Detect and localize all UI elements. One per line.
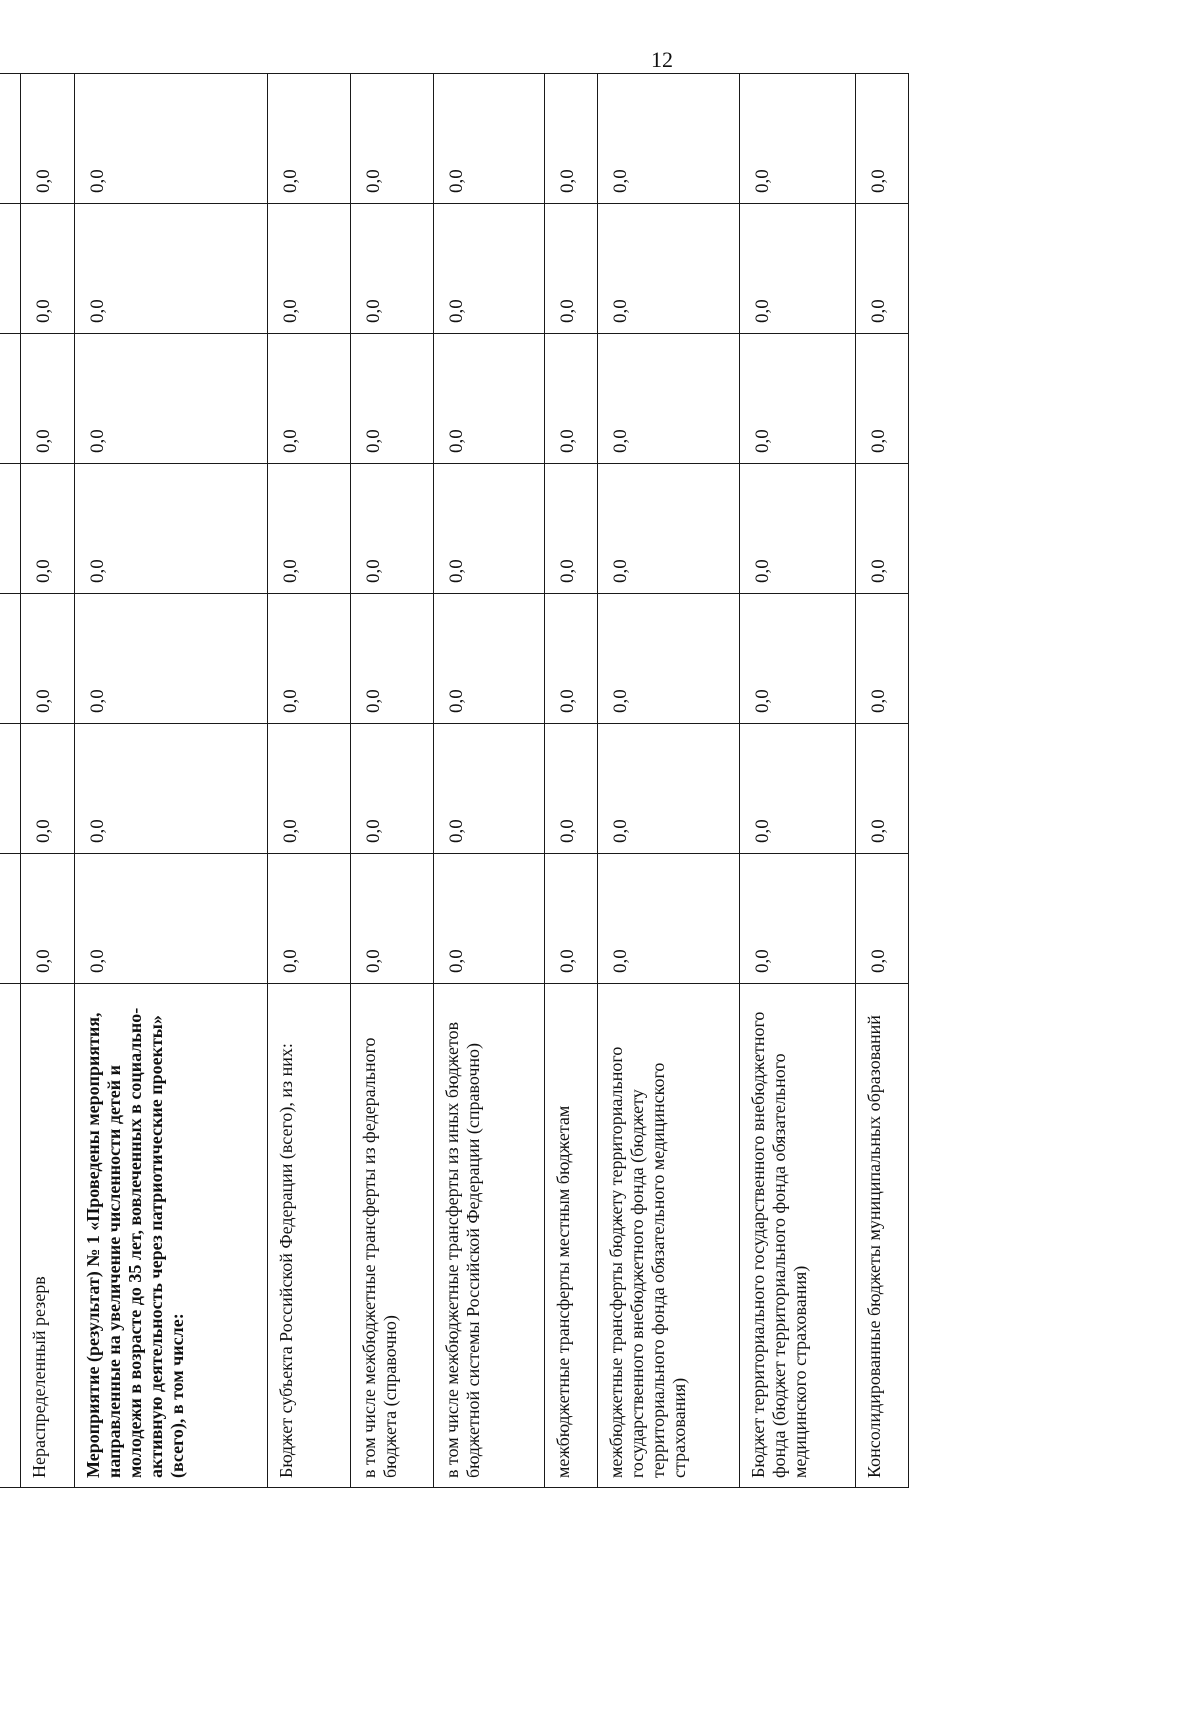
value-cell: 0,0	[434, 594, 545, 724]
row-label: Нераспределенный резерв	[21, 984, 74, 1488]
value-cell: 0,0	[544, 464, 597, 594]
value-cell: 0,0	[855, 854, 908, 984]
value-cell: 0,0	[350, 74, 433, 204]
value-cell: 0,0	[544, 724, 597, 854]
value-cell	[0, 204, 21, 334]
value-cell	[0, 594, 21, 724]
budget-table	[0, 73, 909, 1488]
value-cell: 0,0	[350, 854, 433, 984]
value-cell: 0,0	[267, 854, 350, 984]
table-row	[267, 74, 350, 1488]
row-label: Консолидированные бюджеты муниципальных образований	[855, 984, 908, 1488]
value-cell	[0, 854, 21, 984]
value-cell: 0,0	[544, 204, 597, 334]
value-cell: 0,0	[740, 74, 855, 204]
row-label: Бюджет территориального государственного внебюджетного фонда (бюджет территориального фонда обязательного медицинского страхования)	[740, 984, 855, 1488]
value-cell: 0,0	[598, 74, 740, 204]
value-cell	[0, 724, 21, 854]
value-cell: 0,0	[434, 724, 545, 854]
value-cell: 0,0	[21, 724, 74, 854]
value-cell: 0,0	[21, 854, 74, 984]
value-cell: 0,0	[544, 334, 597, 464]
value-cell: 0,0	[267, 204, 350, 334]
value-cell	[0, 74, 21, 204]
value-cell: 0,0	[21, 334, 74, 464]
value-cell: 0,0	[74, 724, 267, 854]
value-cell: 0,0	[740, 594, 855, 724]
value-cell: 0,0	[855, 594, 908, 724]
value-cell: 0,0	[855, 74, 908, 204]
value-cell: 0,0	[855, 724, 908, 854]
value-cell: 0,0	[267, 74, 350, 204]
table-row	[855, 74, 908, 1488]
value-cell: 0,0	[598, 204, 740, 334]
value-cell: 0,0	[267, 724, 350, 854]
table-row	[21, 74, 74, 1488]
value-cell: 0,0	[21, 464, 74, 594]
value-cell: 0,0	[598, 334, 740, 464]
value-cell: 0,0	[740, 854, 855, 984]
value-cell: 0,0	[598, 724, 740, 854]
value-cell: 0,0	[434, 74, 545, 204]
value-cell: 0,0	[350, 334, 433, 464]
row-label: Бюджет субъекта Российской Федерации (всего), из них:	[267, 984, 350, 1488]
page-number: 12	[651, 47, 673, 72]
value-cell: 0,0	[21, 204, 74, 334]
value-cell: 0,0	[267, 464, 350, 594]
value-cell: 0,0	[350, 204, 433, 334]
value-cell: 0,0	[544, 854, 597, 984]
value-cell	[0, 464, 21, 594]
value-cell: 0,0	[855, 204, 908, 334]
value-cell: 0,0	[267, 594, 350, 724]
value-cell: 0,0	[74, 334, 267, 464]
value-cell: 0,0	[855, 334, 908, 464]
value-cell	[0, 334, 21, 464]
value-cell: 0,0	[598, 464, 740, 594]
value-cell: 0,0	[434, 464, 545, 594]
value-cell: 0,0	[598, 594, 740, 724]
value-cell: 0,0	[434, 854, 545, 984]
value-cell: 0,0	[740, 464, 855, 594]
row-label: в том числе межбюджетные трансферты из федерального бюджета (справочно)	[350, 984, 433, 1488]
row-label	[0, 984, 21, 1488]
value-cell: 0,0	[434, 204, 545, 334]
row-label: Мероприятие (результат) № 1 «Проведены мероприятия, направленные на увеличение численности детей и молодежи в возрасте до 35 лет, вовлеченных в социально-активную деятельность через патриотические проекты» (всего), в том числе:	[74, 984, 267, 1488]
value-cell: 0,0	[21, 74, 74, 204]
value-cell: 0,0	[544, 74, 597, 204]
table-row	[740, 74, 855, 1488]
value-cell: 0,0	[74, 204, 267, 334]
row-label: в том числе межбюджетные трансферты из иных бюджетов бюджетной системы Российской Федерации (справочно)	[434, 984, 545, 1488]
value-cell: 0,0	[21, 594, 74, 724]
value-cell: 0,0	[74, 464, 267, 594]
table-row	[598, 74, 740, 1488]
table-row	[544, 74, 597, 1488]
value-cell: 0,0	[855, 464, 908, 594]
value-cell: 0,0	[598, 854, 740, 984]
table-row	[74, 74, 267, 1488]
value-cell: 0,0	[74, 854, 267, 984]
value-cell: 0,0	[350, 464, 433, 594]
table-row	[0, 74, 21, 1488]
table-row	[350, 74, 433, 1488]
value-cell: 0,0	[434, 334, 545, 464]
rotated-table-container	[0, 74, 909, 1488]
value-cell: 0,0	[74, 594, 267, 724]
value-cell: 0,0	[74, 74, 267, 204]
row-label: межбюджетные трансферты бюджету территориального государственного внебюджетного фонда (бюджету территориального фонда обязательного медицинского страхования)	[598, 984, 740, 1488]
value-cell: 0,0	[350, 724, 433, 854]
row-label: межбюджетные трансферты местным бюджетам	[544, 984, 597, 1488]
value-cell: 0,0	[740, 334, 855, 464]
table-row	[434, 74, 545, 1488]
value-cell: 0,0	[740, 204, 855, 334]
value-cell: 0,0	[740, 724, 855, 854]
value-cell: 0,0	[350, 594, 433, 724]
value-cell: 0,0	[544, 594, 597, 724]
value-cell: 0,0	[267, 334, 350, 464]
